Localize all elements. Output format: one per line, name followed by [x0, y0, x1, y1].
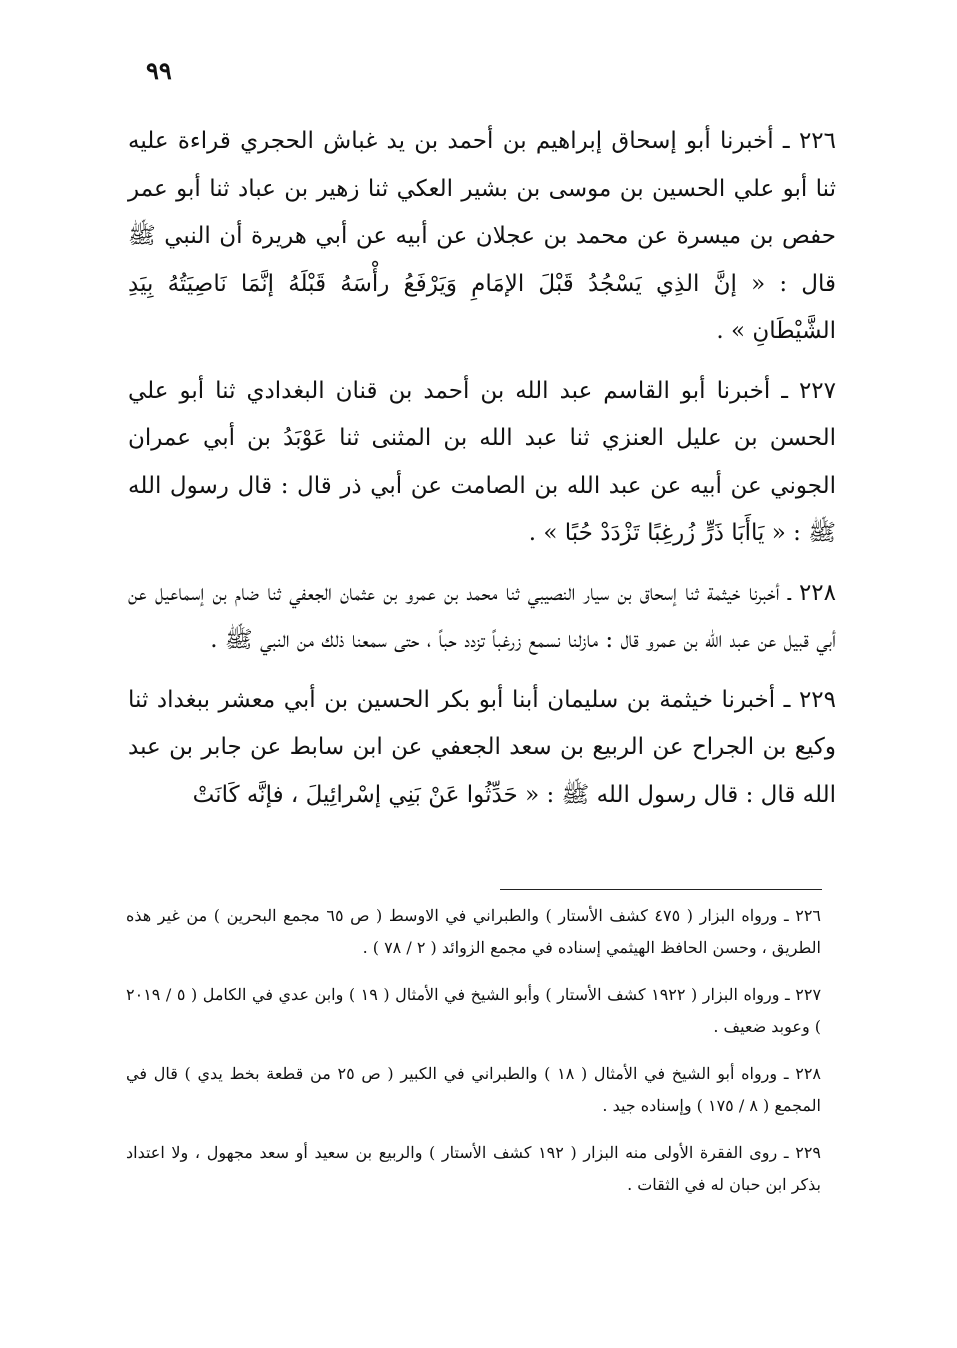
footnote: ٢٢٦ ـ ورواه البزار ( ٤٧٥ كشف الأستار ) والطبراني في الاوسط ( ص ٦٥ مجمع البحرين ) من غير هذه الطريق ، وحسن الحافظ الهيثمي إسناده في مجمع الزوائد ( ٢ / ٧٨ ) .	[126, 906, 821, 957]
hadith-paragraph: ٢٢٧ ـ أخبرنا أبو القاسم عبد الله بن أحمد بن قنان البغدادي ثنا أبو علي الحسن بن عليل العنزي ثنا عبد الله بن المثنى ثنا عَوْبَدُ بن أبي عمران الجوني عن أبيه عن عبد الله بن الصامت عن أبي ذر قال : قال رسول الله ﷺ : « يَاأَبَا ذَرٍّ زُرغِبًا تَزْدَدْ حُبًا » .	[128, 377, 836, 546]
hadith-paragraph: ٢٢٩ ـ أخبرنا خيثمة بن سليمان أبنا أبو بكر الحسين بن أبي معشر ببغداد ثنا وكيع بن الجراح عن الربيع بن سعد الجعفي عن ابن سابط عن جابر بن عبد الله قال : قال رسول الله ﷺ : « حَدِّثُوا عَنْ بَنِي إسْرائِيلَ ، فإنَّه كَانَتْ	[128, 686, 836, 808]
footnote: ٢٢٨ ـ ورواه أبو الشيخ في الأمثال ( ١٨ ) والطبراني في الكبير ( ص ٢٥ من قطعة بخط يدي ) قال في المجمع ( ٨ / ١٧٥ ) وإسناده جيد .	[126, 1064, 821, 1115]
footnote: ٢٢٩ ـ روى الفقرة الأولى منه البزار ( ١٩٢ كشف الأستار ) والربيع بن سعيد أو سعد مجهول ، ولا اعتداد بذكر ابن حبان له في الثقات .	[126, 1143, 821, 1194]
footnotes	[126, 900, 821, 1216]
hadith-paragraph: ٢٢٦ ـ أخبرنا أبو إسحاق إبراهيم بن أحمد بن يد غباش الحجري قراءة عليه ثنا أبو علي الحسين بن موسى بن بشير العكي ثنا زهير بن عباد ثنا أبو عمر حفص بن ميسرة عن محمد بن عجلان عن أبيه عن أبي هريرة أن النبي ﷺ قال : « إنَّ الذِي يَسْجُدُ قَبْلَ الإمَامِ وَيَرْفَعُ رأْسَهُ قَبْلَهُ إنَّمَا نَاصِيَتُهُ بِيَدِ الشَّيْطَانِ » .	[128, 128, 836, 344]
main-text	[128, 118, 836, 831]
footnote: ٢٢٧ ـ ورواه البزار ( ١٩٢٢ كشف الأستار ) وأبو الشيخ في الأمثال ( ١٩ ) وابن عدي في الكامل ( ٥ / ٢٠١٩ ) وعوبد ضعيف .	[126, 985, 822, 1036]
hadith-paragraph: ٢٢٨ ـ أخبرنا خيثمة ثنا إسحاق بن سيار النصيبي ثنا محمد بن عمرو بن عثمان الجعفي ثنا ضام بن إسماعيل عن أبي قبيل عن عبد الله بن عمرو قال : مازلنا نسمع زرغباً تزدد حباً ، حتى سمعنا ذلك من النبي ﷺ .	[128, 579, 836, 653]
page-number: ٩٩	[146, 56, 172, 85]
footnote-separator	[500, 889, 822, 890]
